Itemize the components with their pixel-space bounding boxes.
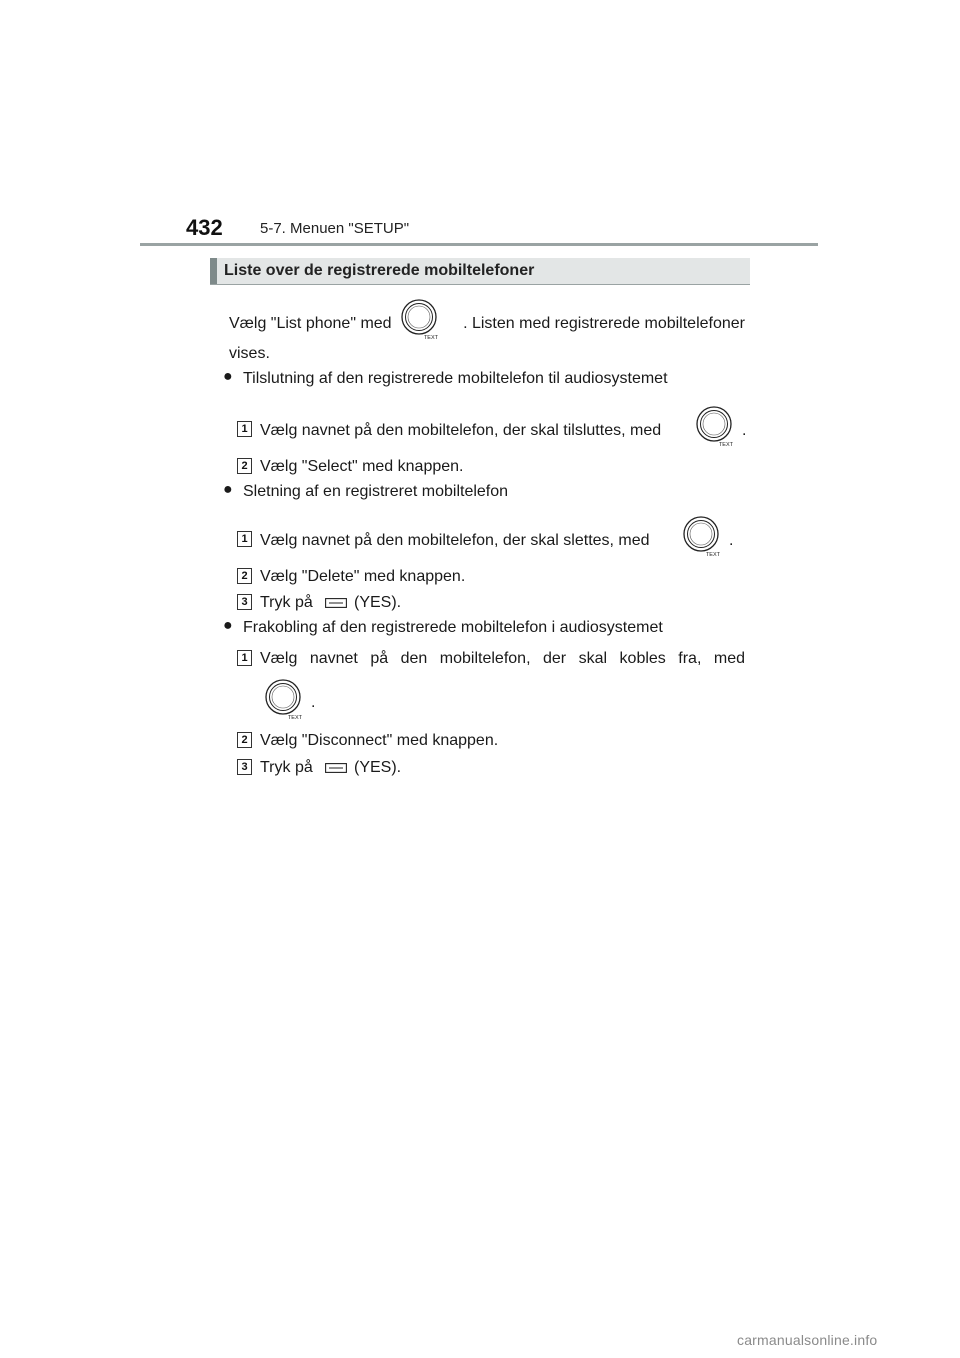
section-path: 5-7. Menuen "SETUP" (260, 220, 410, 237)
tune-select-knob-icon (262, 676, 306, 720)
header-rule (140, 243, 818, 246)
step-number: 3 (237, 594, 252, 610)
step-text: Vælg navnet på den mobiltelefon, der skal kobles fra, med (260, 650, 745, 667)
svg-text:TEXT: TEXT (705, 552, 720, 557)
step-suffix: . (311, 694, 316, 711)
section-heading-text: Liste over de registrerede mobiltelefoner (224, 262, 535, 279)
tune-select-knob-icon (398, 296, 442, 340)
section-heading (210, 258, 750, 285)
preset-button-icon (325, 763, 347, 773)
step-text: Vælg "Select" med knappen. (260, 458, 464, 475)
step-text-after: (YES). (354, 759, 402, 776)
group-title-disconnect: Frakobling af den registrerede mobiltelefon i audiosystemet (243, 619, 663, 636)
step-number: 1 (237, 531, 252, 547)
svg-text:TEXT: TEXT (718, 442, 733, 447)
step-text-before: Tryk på (260, 759, 313, 776)
step-suffix: . (729, 532, 734, 549)
step-text-before: Tryk på (260, 594, 313, 611)
group-title-connect: Tilslutning af den registrerede mobiltelefon til audiosystemet (243, 370, 668, 387)
step-number: 1 (237, 421, 252, 437)
watermark: carmanualsonline.info (737, 1332, 878, 1348)
intro-text-part1: Vælg "List phone" med (229, 315, 392, 332)
step-number: 3 (237, 759, 252, 775)
step-number: 2 (237, 458, 252, 474)
step-text: Vælg navnet på den mobiltelefon, der skal tilsluttes, med (260, 422, 662, 439)
tune-select-knob-icon (680, 513, 724, 557)
step-text: Vælg "Delete" med knappen. (260, 568, 466, 585)
step-suffix: . (742, 422, 747, 439)
bullet-icon: ● (223, 481, 233, 498)
step-text-after: (YES). (354, 594, 402, 611)
heading-accent-bar (210, 258, 217, 284)
page-number: 432 (186, 215, 223, 240)
svg-text:TEXT: TEXT (423, 335, 438, 340)
bullet-icon: ● (223, 368, 233, 385)
step-number: 2 (237, 568, 252, 584)
step-text: Vælg "Disconnect" med knappen. (260, 732, 499, 749)
step-number: 2 (237, 732, 252, 748)
svg-text:TEXT: TEXT (287, 715, 302, 720)
intro-text-part3: vises. (229, 345, 270, 362)
bullet-icon: ● (223, 617, 233, 634)
step-number: 1 (237, 650, 252, 666)
step-text: Vælg navnet på den mobiltelefon, der skal slettes, med (260, 532, 650, 549)
group-title-delete: Sletning af en registreret mobiltelefon (243, 483, 509, 500)
intro-text-part2: . Listen med registrerede mobiltelefoner (463, 315, 745, 332)
tune-select-knob-icon (693, 403, 737, 447)
preset-button-icon (325, 598, 347, 608)
